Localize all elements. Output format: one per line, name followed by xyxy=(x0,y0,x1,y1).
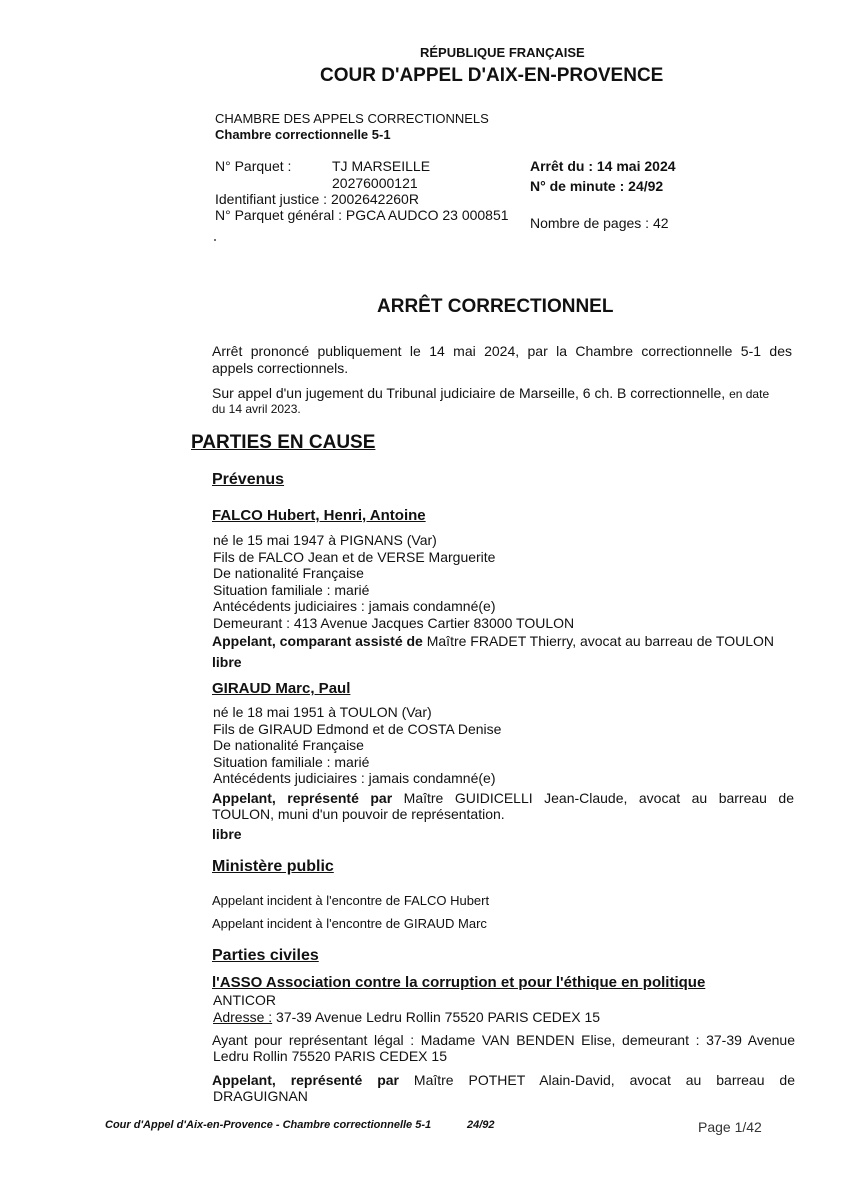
appeal-line-1-date-label: en date xyxy=(729,387,770,401)
org-rep-line-2: Ledru Rollin 75520 PARIS CEDEX 15 xyxy=(213,1048,447,1064)
giraud-name: GIRAUD Marc, Paul xyxy=(212,680,351,697)
giraud-role-line-1 xyxy=(212,790,794,806)
giraud-lawyer: Maître GUIDICELLI Jean-Claude, avocat au barreau de xyxy=(403,790,795,806)
falco-nationality: De nationalité Française xyxy=(213,565,364,581)
document-title: ARRÊT CORRECTIONNEL xyxy=(377,296,614,317)
page-count: Nombre de pages : 42 xyxy=(530,215,669,231)
falco-parents: Fils de FALCO Jean et de VERSE Marguerite xyxy=(213,548,496,565)
prevenus-heading: Prévenus xyxy=(212,471,285,488)
footer-minute: 24/92 xyxy=(467,1119,495,1131)
parquet-value-court: TJ MARSEILLE xyxy=(332,158,431,174)
falco-role-label: Appelant, comparant assisté de xyxy=(212,633,423,649)
falco-name: FALCO Hubert, Henri, Antoine xyxy=(212,507,426,524)
giraud-record: Antécédents judiciaires : jamais condamné(e) xyxy=(213,770,496,786)
org-role-line-1 xyxy=(212,1072,795,1088)
identifiant-justice: Identifiant justice : 2002642260R xyxy=(215,191,419,207)
falco-record: Antécédents judiciaires : jamais condamné(e) xyxy=(213,598,496,614)
falco-status: libre xyxy=(212,654,242,670)
org-lawyer: Maître POTHET Alain-David, avocat au barreau de xyxy=(413,1072,795,1088)
chamber-subtitle: Chambre correctionnelle 5-1 xyxy=(215,127,391,142)
parties-civiles-heading: Parties civiles xyxy=(212,947,319,964)
scan-speck xyxy=(214,239,216,241)
org-address xyxy=(213,1009,600,1025)
appeal-line-1 xyxy=(212,385,769,401)
parquet-value-number: 20276000121 xyxy=(332,175,418,191)
org-name: l'ASSO Association contre la corruption et pour l'éthique en politique xyxy=(212,974,706,991)
org-address-label: Adresse : xyxy=(213,1009,273,1025)
org-short: ANTICOR xyxy=(213,992,276,1008)
ministere-heading: Ministère public xyxy=(212,858,334,875)
footer-page-number: Page 1/42 xyxy=(698,1119,762,1135)
org-role-label: Appelant, représenté par xyxy=(212,1072,399,1088)
falco-born: né le 15 mai 1947 à PIGNANS (Var) xyxy=(213,532,437,548)
republic-label: RÉPUBLIQUE FRANÇAISE xyxy=(420,45,585,60)
minute-number: N° de minute : 24/92 xyxy=(530,178,664,194)
court-title: COUR D'APPEL D'AIX-EN-PROVENCE xyxy=(320,65,664,86)
giraud-role-label: Appelant, représenté par xyxy=(212,790,393,806)
parquet-general: N° Parquet général : PGCA AUDCO 23 000851 xyxy=(215,207,509,223)
arret-date: Arrêt du : 14 mai 2024 xyxy=(530,158,676,174)
chamber-name: CHAMBRE DES APPELS CORRECTIONNELS xyxy=(215,111,489,126)
giraud-status: libre xyxy=(212,826,242,842)
org-rep-line-1: Ayant pour représentant légal : Madame VAN BENDEN Elise, demeurant : 37-39 Avenue xyxy=(212,1032,795,1048)
org-role-line-2: DRAGUIGNAN xyxy=(213,1088,308,1104)
appeal-line-1-main: Sur appel d'un jugement du Tribunal judiciaire de Marseille, 6 ch. B correctionnelle, xyxy=(212,385,726,401)
falco-lawyer: Maître FRADET Thierry, avocat au barreau de TOULON xyxy=(426,633,775,649)
giraud-details xyxy=(213,704,501,787)
intro-line-2: appels correctionnels. xyxy=(212,360,349,376)
falco-role xyxy=(212,633,774,649)
ministere-line-2: Appelant incident à l'encontre de GIRAUD Marc xyxy=(212,916,487,931)
giraud-role-line-2: TOULON, muni d'un pouvoir de représentation. xyxy=(212,806,505,822)
ministere-line-1: Appelant incident à l'encontre de FALCO Hubert xyxy=(212,893,490,908)
giraud-born: né le 18 mai 1951 à TOULON (Var) xyxy=(213,704,432,720)
giraud-nationality: De nationalité Française xyxy=(213,737,364,753)
falco-details xyxy=(213,532,574,631)
footer-court: Cour d'Appel d'Aix-en-Provence - Chambre correctionnelle 5-1 xyxy=(105,1119,432,1131)
giraud-family: Situation familiale : marié xyxy=(213,753,370,770)
intro-line-1: Arrêt prononcé publiquement le 14 mai 2024, par la Chambre correctionnelle 5-1 des xyxy=(212,343,792,359)
org-address-value: 37-39 Avenue Ledru Rollin 75520 PARIS CEDEX 15 xyxy=(276,1009,601,1025)
falco-family: Situation familiale : marié xyxy=(213,581,370,598)
falco-address: Demeurant : 413 Avenue Jacques Cartier 83000 TOULON xyxy=(213,614,575,631)
parties-heading: PARTIES EN CAUSE xyxy=(191,432,376,453)
appeal-line-2: du 14 avril 2023. xyxy=(212,402,301,416)
giraud-parents: Fils de GIRAUD Edmond et de COSTA Denise xyxy=(213,720,502,737)
parquet-label: N° Parquet : xyxy=(215,158,292,174)
